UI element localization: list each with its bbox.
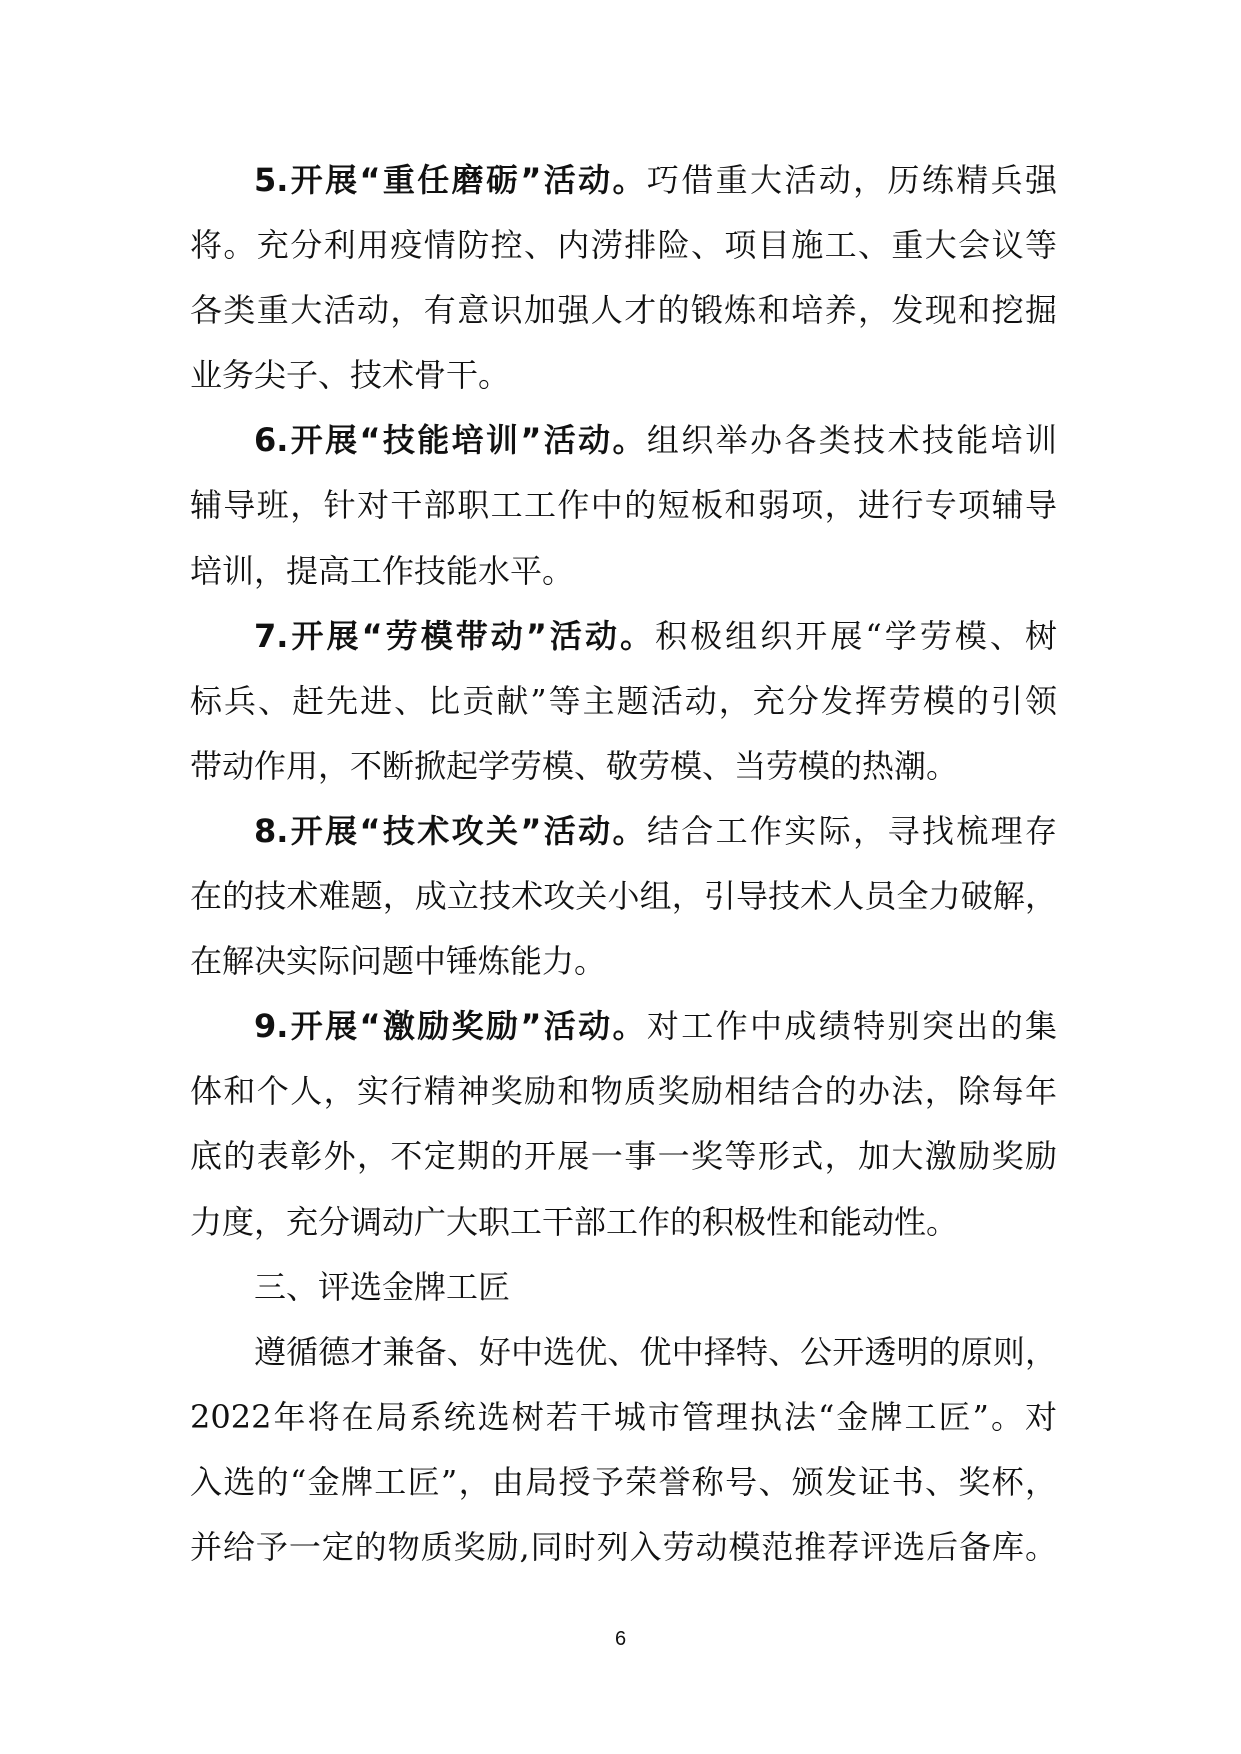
paragraph-line: 入选的“金牌工匠”，由局授予荣誉称号、颁发证书、奖杯， (190, 1462, 1057, 1501)
page-number: 6 (614, 1628, 627, 1650)
item-text: 组织举办各类技术技能培训 (646, 421, 1057, 460)
paragraph-line: 遵循德才兼备、好中选优、优中择特、公开透明的原则， (254, 1332, 1057, 1371)
paragraph-line: 在的技术难题，成立技术攻关小组，引导技术人员全力破解， (190, 877, 1057, 916)
paragraph-line: 业务尖子、技术骨干。 (190, 356, 511, 395)
item-lead: 9.开展“激励奖励”活动。 (254, 1007, 647, 1046)
paragraph-line: 将。充分利用疫情防控、内涝排险、项目施工、重大会议等 (190, 226, 1057, 265)
paragraph-line: 标兵、赶先进、比贡献”等主题活动，充分发挥劳模的引领 (190, 681, 1057, 720)
paragraph-line (190, 799, 1057, 864)
paragraph-line: 力度，充分调动广大职工干部工作的积极性和能动性。 (190, 1202, 959, 1241)
item-lead: 6.开展“技能培训”活动。 (254, 421, 647, 460)
paragraph-line: 带动作用，不断掀起学劳模、敬劳模、当劳模的热潮。 (190, 746, 959, 785)
item-text: 巧借重大活动，历练精兵强 (646, 161, 1057, 199)
item-lead: 5.开展“重任磨砺”活动。 (254, 161, 647, 199)
paragraph-line: 在解决实际问题中锤炼能力。 (190, 942, 607, 981)
item-lead: 8.开展“技术攻关”活动。 (254, 811, 647, 850)
document-body (190, 148, 1057, 1580)
paragraph-line (190, 148, 1057, 213)
paragraph-line (190, 994, 1057, 1059)
paragraph-line: 2022年将在局系统选树若干城市管理执法“金牌工匠”。对 (190, 1397, 1057, 1436)
paragraph-line (190, 408, 1057, 473)
paragraph-line: 培训，提高工作技能水平。 (190, 551, 575, 590)
paragraph-line: 底的表彰外，不定期的开展一事一奖等形式，加大激励奖励 (190, 1137, 1057, 1176)
paragraph-line: 各类重大活动，有意识加强人才的锻炼和培养，发现和挖掘 (190, 291, 1057, 330)
item-lead: 7.开展“劳模带动”活动。 (254, 616, 656, 655)
item-text: 对工作中成绩特别突出的集 (646, 1007, 1057, 1046)
paragraph-line: 体和个人，实行精神奖励和物质奖励相结合的办法，除每年 (190, 1072, 1057, 1111)
paragraph-line (190, 604, 1057, 669)
section-heading: 三、评选金牌工匠 (254, 1267, 511, 1306)
item-text: 积极组织开展“学劳模、树 (655, 616, 1057, 655)
item-text: 结合工作实际，寻找梳理存 (646, 811, 1057, 850)
paragraph-line: 并给予一定的物质奖励,同时列入劳动模范推荐评选后备库。 (190, 1527, 1057, 1566)
paragraph-line: 辅导班，针对干部职工工作中的短板和弱项，进行专项辅导 (190, 486, 1057, 525)
